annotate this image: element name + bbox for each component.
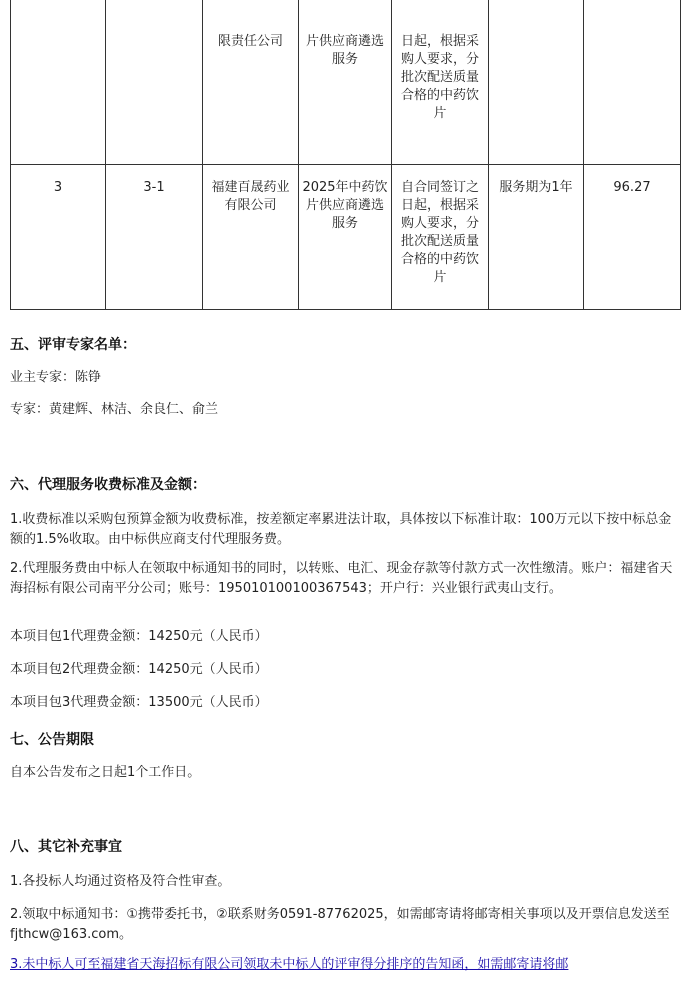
cell-amount: 96.27 (584, 165, 681, 310)
table-row (11, 0, 681, 165)
cell-project: 2025年中药饮片供应商遴选服务 (299, 165, 392, 310)
fee-package-3: 本项目包3代理费金额：13500元（人民币） (10, 695, 268, 710)
cell-no (11, 0, 106, 165)
fee-package-1: 本项目包1代理费金额：14250元（人民币） (10, 629, 268, 644)
payment-text: 2.代理服务费由中标人在领取中标通知书的同时，以转账、电汇、现金存款等付款方式一次性缴清。账户：福建省天海招标有限公司南平分公司；账号：195010100100367543；开户行：兴业银行武夷山支行。 (10, 561, 673, 596)
supplement-1: 1.各投标人均通过资格及符合性审查。 (10, 874, 231, 889)
cell-supplier: 限责任公司 (203, 0, 299, 165)
cell-period: 服务期为1年 (489, 165, 584, 310)
result-table (10, 0, 681, 310)
notice-period-text: 自本公告发布之日起1个工作日。 (10, 765, 201, 780)
section-6-title: 六、代理服务收费标准及金额： (10, 477, 206, 493)
cell-no: 3 (11, 165, 106, 310)
section-8-title: 八、其它补充事宜 (10, 839, 122, 855)
experts-text: 专家：黄建辉、林洁、余良仁、俞兰 (10, 402, 219, 417)
owner-expert-text: 业主专家：陈铮 (10, 370, 102, 385)
cell-project: 片供应商遴选服务 (299, 0, 392, 165)
fee-standard-text: 1.收费标准以采购包预算金额为收费标准，按差额定率累进法计取，具体按以下标准计取：100万元以下按中标总金额的1.5%收取。由中标供应商支付代理服务费。 (10, 512, 672, 547)
supplement-3-link[interactable]: 3.未中标人可至福建省天海招标有限公司领取未中标人的评审得分排序的告知函，如需邮寄请将邮 (10, 957, 569, 972)
section-5-title: 五、评审专家名单： (10, 337, 136, 353)
cell-content: 日起，根据采购人要求，分批次配送质量合格的中药饮片 (392, 0, 489, 165)
cell-package: 3-1 (106, 165, 203, 310)
cell-amount (584, 0, 681, 165)
table-row (11, 165, 681, 310)
supplement-2: 2.领取中标通知书：①携带委托书，②联系财务0591-87762025，如需邮寄请将邮寄相关事项以及开票信息发送至fjthcw@163.com。 (10, 907, 670, 942)
section-7-title: 七、公告期限 (10, 732, 94, 748)
cell-supplier: 福建百晟药业有限公司 (203, 165, 299, 310)
cell-package (106, 0, 203, 165)
cell-content: 自合同签订之日起，根据采购人要求，分批次配送质量合格的中药饮片 (392, 165, 489, 310)
cell-period (489, 0, 584, 165)
fee-package-2: 本项目包2代理费金额：14250元（人民币） (10, 662, 268, 677)
